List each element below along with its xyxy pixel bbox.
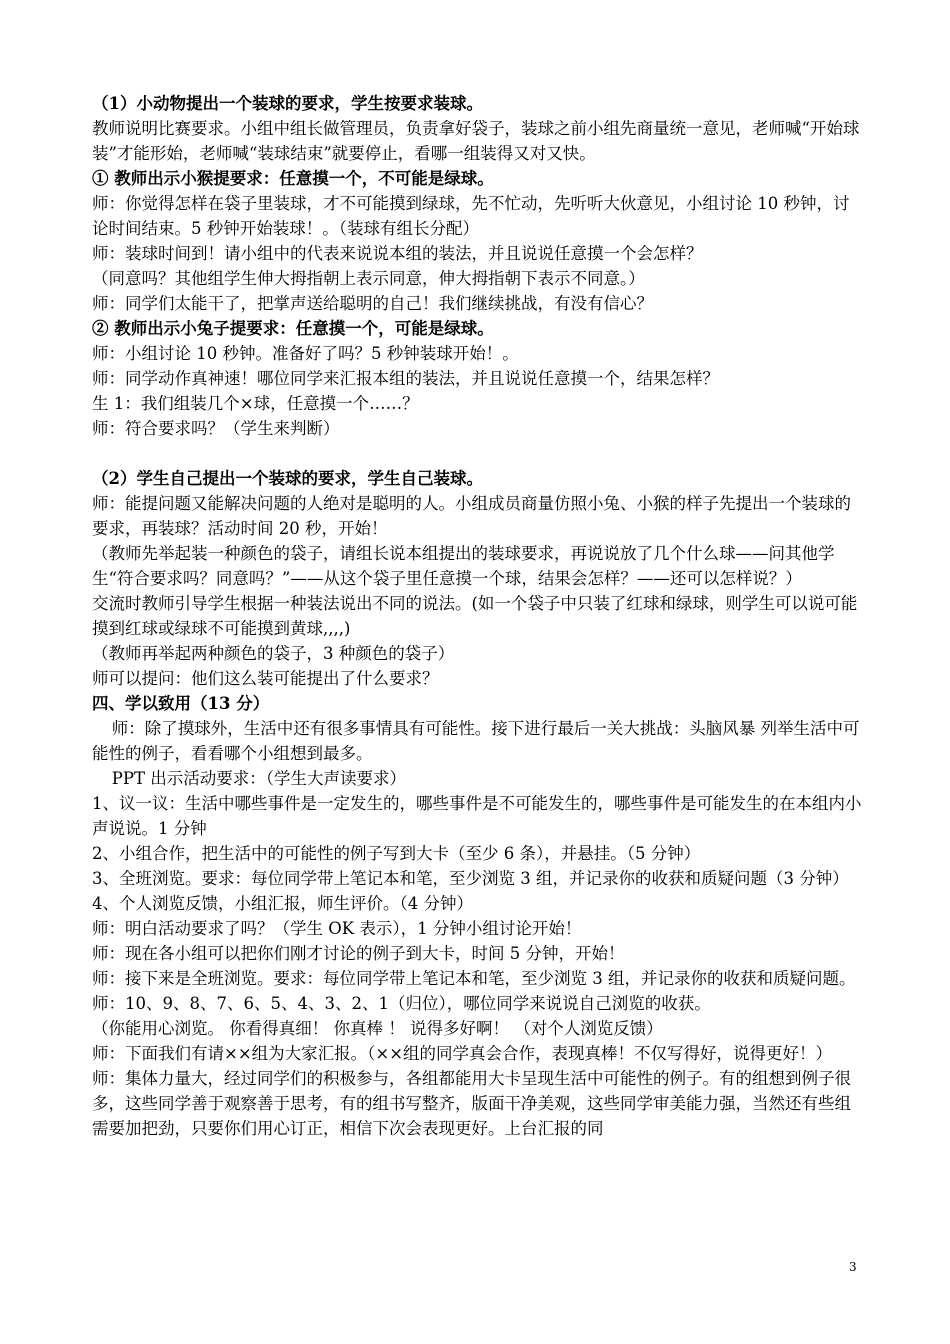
- paragraph: 师：小组讨论 10 秒钟。准备好了吗？5 秒钟装球开始！。: [92, 344, 519, 363]
- paragraph: 师：你觉得怎样在袋子里装球，才不可能摸到绿球，先不忙动，先听听大伙意见，小组讨论 10 秒钟，讨论时间结束。5 秒钟开始装球！。（装球有组长分配）: [92, 194, 850, 238]
- paragraph: 师：下面我们有请××组为大家汇报。（××组的同学真会合作，表现真棒！不仅写得好，说得更好！）: [92, 1044, 833, 1063]
- paragraph: 师：接下来是全班浏览。要求：每位同学带上笔记本和笔，至少浏览 3 组，并记录你的收获和质疑问题。: [92, 969, 856, 988]
- paragraph: 4、个人浏览反馈，小组汇报，师生评价。（4 分钟）: [92, 894, 473, 913]
- paragraph: （同意吗？其他组学生伸大拇指朝上表示同意，伸大拇指朝下表示不同意。）: [92, 269, 645, 288]
- paragraph: 师：现在各小组可以把你们刚才讨论的例子到大卡，时间 5 分钟，开始！: [92, 944, 625, 963]
- paragraph: （教师先举起装一种颜色的袋子，请组长说本组提出的装球要求，再说说放了几个什么球——问其他学生“符合要求吗？同意吗？”——从这个袋子里任意摸一个球，结果会怎样？——还可以怎样说？）: [92, 544, 835, 588]
- blank-line: [92, 441, 864, 466]
- paragraph: （2）学生自己提出一个装球的要求，学生自己装球。: [92, 469, 483, 488]
- paragraph: ② 教师出示小兔子提要求：任意摸一个，可能是绿球。: [92, 319, 494, 338]
- paragraph: 师：符合要求吗？（学生来判断）: [92, 419, 340, 438]
- paragraph: 1、议一议：生活中哪些事件是一定发生的，哪些事件是不可能发生的，哪些事件是可能发生的在本组内小声说说。1 分钟: [92, 794, 862, 838]
- paragraph: （1）小动物提出一个装球的要求，学生按要求装球。: [92, 94, 483, 113]
- paragraph: （你能用心浏览。 你看得真细！ 你真棒 ！ 说得多好啊！ （对个人浏览反馈）: [92, 1019, 663, 1038]
- paragraph: PPT 出示活动要求：（学生大声读要求）: [111, 769, 407, 788]
- paragraph: 师：能提问题又能解决问题的人绝对是聪明的人。小组成员商量仿照小兔、小猴的样子先提出一个装球的要求，再装球？活动时间 20 秒，开始！: [92, 494, 851, 538]
- paragraph: 师：集体力量大，经过同学们的积极参与，各组都能用大卡呈现生活中可能性的例子。有的组想到例子很多，这些同学善于观察善于思考，有的组书写整齐，版面干净美观，这些同学审美能力强，当然还有些组需要加把劲，只要你们用心订正，相信下次会表现更好。上台汇报的同: [92, 1069, 851, 1138]
- page-number: 3: [849, 1260, 857, 1274]
- paragraph: 教师说明比赛要求。小组中组长做管理员，负责拿好袋子，装球之前小组先商量统一意见，老师喊“开始球装”才能形始，老师喊“装球结束”就要停止，看哪一组装得又对又快。: [92, 119, 860, 163]
- paragraph: 2、小组合作，把生活中的可能性的例子写到大卡（至少 6 条），并悬挂。（5 分钟）: [92, 844, 701, 863]
- paragraph: 生 1：我们组装几个×球，任意摸一个……？: [92, 394, 419, 413]
- paragraph: 师：明白活动要求了吗？（学生 OK 表示），1 分钟小组讨论开始！: [92, 919, 582, 938]
- document-body: [92, 91, 864, 1141]
- paragraph: 师：10、9、8、7、6、5、4、3、2、1（归位），哪位同学来说说自己浏览的收获。: [92, 994, 711, 1013]
- paragraph: 师：同学动作真神速！哪位同学来汇报本组的装法，并且说说任意摸一个，结果怎样？: [92, 369, 719, 388]
- paragraph: 师：除了摸球外，生活中还有很多事情具有可能性。接下进行最后一关大挑战：头脑风暴 列举生活中可能性的例子，看看哪个小组想到最多。: [92, 719, 860, 763]
- paragraph: ① 教师出示小猴提要求：任意摸一个，不可能是绿球。: [92, 169, 494, 188]
- paragraph: 师：装球时间到！请小组中的代表来说说本组的装法，并且说说任意摸一个会怎样？: [92, 244, 703, 263]
- paragraph: 交流时教师引导学生根据一种装法说出不同的说法。(如一个袋子中只装了红球和绿球，则学生可以说可能摸到红球或绿球不可能摸到黄球,,,,): [92, 594, 858, 638]
- paragraph: 3、全班浏览。要求：每位同学带上笔记本和笔，至少浏览 3 组，并记录你的收获和质疑问题（3 分钟）: [92, 869, 849, 888]
- paragraph: 师：同学们太能干了，把掌声送给聪明的自己！我们继续挑战，有没有信心？: [92, 294, 653, 313]
- paragraph: （教师再举起两种颜色的袋子，3 种颜色的袋子）: [92, 644, 455, 663]
- paragraph: 师可以提问：他们这么装可能提出了什么要求？: [92, 669, 439, 688]
- paragraph: 四、学以致用（13 分）: [92, 694, 270, 713]
